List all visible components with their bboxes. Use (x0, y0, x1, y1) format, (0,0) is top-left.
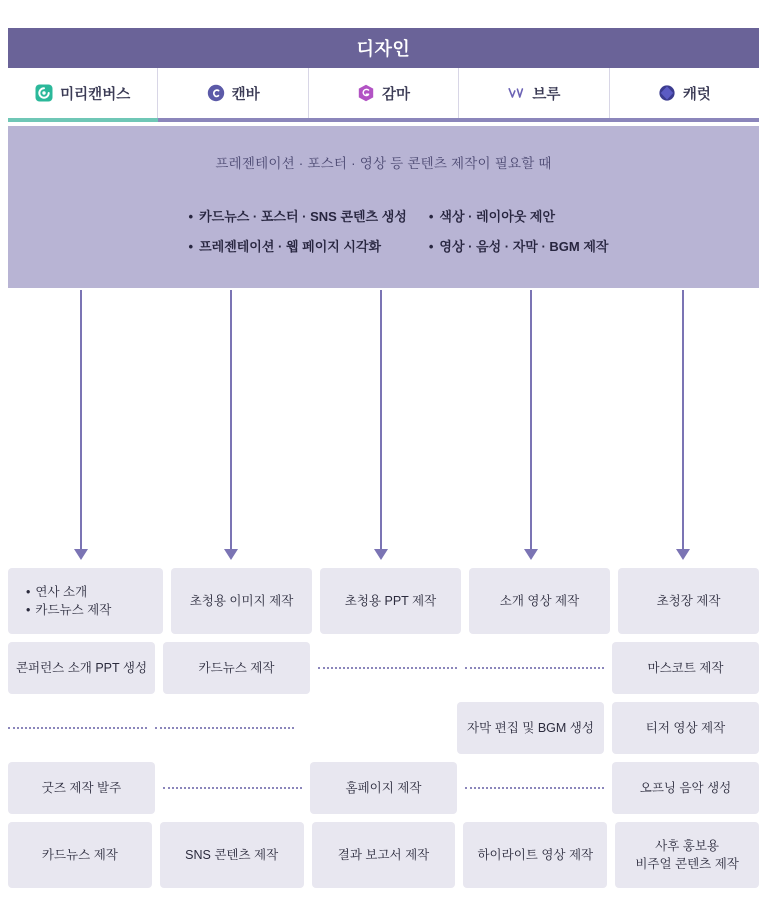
bullet-item: • 색상 · 레이아웃 제안 (429, 206, 609, 225)
task-label: 홈페이지 제작 (345, 780, 422, 795)
task-label: 자막 편집 및 BGM 생성 (467, 720, 594, 735)
task-label: • 연사 소개 (26, 583, 87, 601)
dotted-connector (163, 762, 302, 814)
task-cell[interactable] (615, 822, 759, 888)
bullet-item: • 카드뉴스 · 포스터 · SNS 콘텐츠 생성 (189, 206, 407, 225)
task-label: 결과 보고서 제작 (337, 847, 430, 862)
task-cell[interactable] (618, 568, 759, 634)
task-cell[interactable] (310, 762, 457, 814)
task-label: SNS 콘텐츠 제작 (185, 847, 279, 862)
task-cell[interactable] (8, 762, 155, 814)
task-cell[interactable] (457, 702, 604, 754)
task-label: 초청장 제작 (656, 593, 721, 608)
dotted-connector (318, 642, 457, 694)
tool-label-gamma: 감마 (382, 86, 411, 103)
task-cell[interactable] (612, 702, 759, 754)
carrot-icon (658, 84, 676, 102)
task-cell-empty (302, 702, 449, 754)
task-cell[interactable] (163, 642, 310, 694)
task-label: 초청용 이미지 제작 (189, 593, 294, 608)
flow-arrow-miricanvas (74, 290, 88, 560)
task-cell[interactable] (463, 822, 607, 888)
description-title: 프레젠테이션 · 포스터 · 영상 등 콘텐츠 제작이 필요할 때 (215, 156, 552, 171)
underline-carrot (609, 118, 759, 122)
task-cell[interactable] (8, 822, 152, 888)
task-cell[interactable] (469, 568, 610, 634)
bullet-item: • 프레젠테이션 · 웹 페이지 시각화 (189, 236, 407, 255)
task-label: 소개 영상 제작 (499, 593, 580, 608)
dotted-connector (465, 762, 604, 814)
bullet-column-right (429, 206, 609, 255)
dotted-connector (465, 642, 604, 694)
task-label: 비주얼 콘텐츠 제작 (635, 857, 739, 871)
vrew-icon (507, 84, 525, 102)
task-cell[interactable] (8, 568, 163, 634)
task-cell[interactable] (171, 568, 312, 634)
task-row (8, 822, 759, 888)
task-label: 사후 홍보용 (655, 838, 720, 853)
tool-underline-row (8, 118, 759, 122)
task-label: 콘퍼런스 소개 PPT 생성 (15, 660, 148, 675)
section-title-bar (8, 28, 759, 68)
tool-label-canva: 캔바 (231, 86, 260, 103)
page-title: 디자인 (356, 39, 411, 59)
task-cell[interactable] (312, 822, 456, 888)
tool-column-canva[interactable] (158, 68, 308, 118)
task-label: 카드뉴스 제작 (198, 660, 275, 675)
task-label: 하이라이트 영상 제작 (477, 847, 594, 862)
tool-label-vrew: 브루 (532, 86, 561, 103)
bullet-column-left (189, 206, 407, 255)
tool-row (8, 68, 759, 118)
description-bullets (8, 206, 759, 255)
underline-miricanvas (8, 118, 158, 122)
task-label: 카드뉴스 제작 (41, 847, 118, 862)
task-cell[interactable] (320, 568, 461, 634)
task-label: 굿즈 제작 발주 (41, 780, 122, 795)
task-grid (8, 568, 759, 896)
task-label: • 카드뉴스 제작 (26, 601, 111, 619)
tool-column-vrew[interactable] (459, 68, 609, 118)
underline-canva (158, 118, 308, 122)
gamma-icon (357, 84, 375, 102)
flow-arrow-vrew (524, 290, 538, 560)
task-label: 티저 영상 제작 (645, 720, 726, 735)
underline-gamma (308, 118, 458, 122)
tool-label-carrot: 캐럿 (682, 86, 711, 103)
task-label: 마스코트 제작 (647, 660, 724, 675)
tool-column-carrot[interactable] (610, 68, 759, 118)
tool-column-gamma[interactable] (309, 68, 459, 118)
dotted-connector (155, 702, 294, 754)
flow-arrow-carrot (676, 290, 690, 560)
task-label: 초청용 PPT 제작 (344, 593, 437, 608)
underline-vrew (459, 118, 609, 122)
task-cell[interactable] (160, 822, 304, 888)
tool-column-miricanvas[interactable] (8, 68, 158, 118)
bullet-item: • 영상 · 음성 · 자막 · BGM 제작 (429, 236, 609, 255)
task-row (8, 702, 759, 754)
canva-icon (207, 84, 225, 102)
task-label: 오프닝 음악 생성 (639, 780, 732, 795)
task-row (8, 568, 759, 634)
task-cell[interactable] (612, 642, 759, 694)
task-cell[interactable] (612, 762, 759, 814)
miricanvas-icon (35, 84, 53, 102)
task-row (8, 642, 759, 694)
description-panel (8, 126, 759, 288)
task-row (8, 762, 759, 814)
tool-label-miricanvas: 미리캔버스 (60, 86, 131, 103)
task-cell[interactable] (8, 642, 155, 694)
dotted-connector (8, 702, 147, 754)
flow-arrow-gamma (374, 290, 388, 560)
flow-arrow-canva (224, 290, 238, 560)
